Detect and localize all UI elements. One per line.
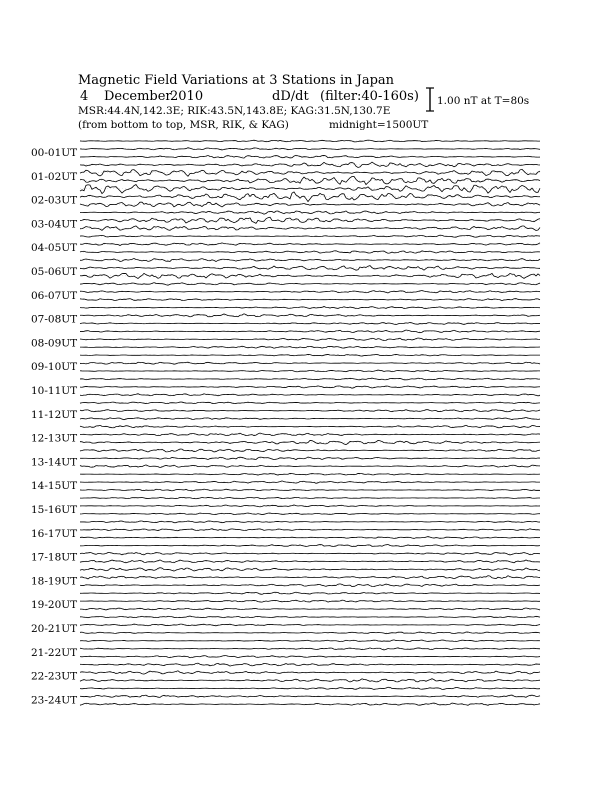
trace-kag <box>80 162 540 167</box>
hour-row <box>31 258 540 278</box>
hour-label: 01-02UT <box>31 170 78 183</box>
hour-label: 05-06UT <box>31 266 78 278</box>
trace-msr <box>80 608 540 610</box>
trace-kag <box>80 140 540 142</box>
date-month: December <box>104 89 172 104</box>
trace-msr <box>80 632 540 634</box>
trace-rik <box>80 266 540 271</box>
scale-label: 1.00 nT at T=80s <box>437 95 530 107</box>
trace-rik <box>80 217 540 223</box>
trace-kag <box>80 616 540 618</box>
hour-label: 14-15UT <box>31 480 78 493</box>
trace-kag <box>80 425 540 428</box>
trace-rik <box>80 410 540 412</box>
hour-row <box>31 140 540 159</box>
hour-row <box>31 402 540 421</box>
trace-msr <box>80 679 540 682</box>
hour-label: 13-14UT <box>31 456 78 469</box>
hour-row <box>31 306 540 325</box>
trace-msr <box>80 322 540 324</box>
hour-label: 20-21UT <box>31 623 78 635</box>
trace-msr <box>80 273 540 278</box>
hour-row <box>31 235 540 254</box>
trace-rik <box>80 148 540 150</box>
trace-kag <box>80 497 540 499</box>
hour-row <box>31 687 540 706</box>
trace-kag <box>80 235 540 237</box>
trace-msr <box>80 560 540 563</box>
trace-rik <box>80 243 540 246</box>
chart-title: Magnetic Field Variations at 3 Stations in Japan <box>78 73 395 88</box>
trace-rik <box>80 648 540 650</box>
hour-row <box>31 616 540 635</box>
hour-row <box>31 211 540 231</box>
trace-kag <box>80 687 540 689</box>
trace-msr <box>80 465 540 468</box>
trace-rik <box>80 695 540 697</box>
trace-kag <box>80 592 540 594</box>
hour-row <box>31 544 540 563</box>
trace-msr <box>80 703 540 705</box>
hour-row <box>31 568 540 588</box>
trace-rik <box>80 552 540 555</box>
hour-row <box>31 330 540 349</box>
trace-rik <box>80 362 540 364</box>
trace-kag <box>80 544 540 546</box>
hour-label: 09-10UT <box>31 361 78 374</box>
hour-row <box>31 184 540 206</box>
date-day: 4 <box>80 89 89 104</box>
trace-kag <box>80 211 540 214</box>
hour-row <box>31 473 540 492</box>
quantity-label: dD/dt <box>272 89 309 104</box>
trace-rik <box>80 338 540 340</box>
hour-label: 15-16UT <box>31 504 78 516</box>
trace-msr <box>80 440 540 444</box>
trace-kag <box>80 473 540 475</box>
hour-label: 18-19UT <box>31 575 78 588</box>
hour-label: 06-07UT <box>31 289 78 302</box>
hour-row <box>31 283 540 302</box>
hour-row <box>31 640 540 659</box>
order-note: (from bottom to top, MSR, RIK, & KAG) <box>78 119 289 131</box>
trace-rik <box>80 457 540 460</box>
trace-kag <box>80 283 540 286</box>
trace-rik <box>80 314 540 317</box>
trace-msr <box>80 656 540 658</box>
hour-row <box>31 521 540 540</box>
hour-label: 02-03UT <box>31 194 78 207</box>
trace-kag <box>80 568 540 571</box>
trace-kag <box>80 378 540 380</box>
trace-kag <box>80 306 540 308</box>
stations-label: MSR:44.4N,142.3E; RIK:43.5N,143.8E; KAG:31.5N,130.7E <box>78 105 391 117</box>
trace-kag <box>80 521 540 523</box>
trace-rik <box>80 600 540 602</box>
trace-msr <box>80 489 540 491</box>
trace-kag <box>80 330 540 333</box>
hour-row <box>31 497 540 516</box>
trace-msr <box>80 537 540 539</box>
hour-label: 16-17UT <box>31 527 78 540</box>
trace-rik <box>80 192 540 202</box>
trace-msr <box>80 584 540 587</box>
hour-label: 03-04UT <box>31 218 78 231</box>
trace-rik <box>80 386 540 388</box>
trace-msr <box>80 346 540 348</box>
trace-msr <box>80 513 540 515</box>
hour-row <box>31 425 540 444</box>
trace-msr <box>80 418 540 420</box>
trace-msr <box>80 251 540 253</box>
trace-kag <box>80 354 540 356</box>
trace-kag <box>80 184 540 193</box>
hour-row <box>31 354 540 373</box>
hour-label: 22-23UT <box>31 670 78 683</box>
hour-row <box>31 449 540 468</box>
hour-label: 10-11UT <box>31 385 78 397</box>
hour-label: 08-09UT <box>31 337 78 350</box>
trace-rik <box>80 290 540 292</box>
hour-label: 23-24UT <box>31 694 78 707</box>
hour-label: 00-01UT <box>31 147 78 159</box>
scale-bar <box>426 88 529 111</box>
hour-label: 12-13UT <box>31 432 78 445</box>
hour-label: 21-22UT <box>31 646 78 659</box>
hour-row <box>31 162 540 184</box>
hour-row <box>31 663 540 682</box>
trace-kag <box>80 640 540 642</box>
trace-rik <box>80 433 540 436</box>
hour-label: 07-08UT <box>31 313 78 326</box>
trace-msr <box>80 202 540 207</box>
hour-row <box>31 378 540 397</box>
hour-label: 04-05UT <box>31 242 78 255</box>
trace-rik <box>80 505 540 507</box>
hour-rows <box>31 140 540 706</box>
hour-row <box>31 592 540 611</box>
trace-rik <box>80 481 540 483</box>
trace-msr <box>80 370 540 372</box>
filter-label: (filter:40-160s) <box>320 89 419 104</box>
hour-label: 17-18UT <box>31 551 78 564</box>
date-year: 2010 <box>170 89 204 104</box>
hour-label: 11-12UT <box>31 408 78 421</box>
hour-label: 19-20UT <box>31 599 78 612</box>
trace-kag <box>80 402 540 404</box>
midnight-label: midnight=1500UT <box>329 119 429 131</box>
